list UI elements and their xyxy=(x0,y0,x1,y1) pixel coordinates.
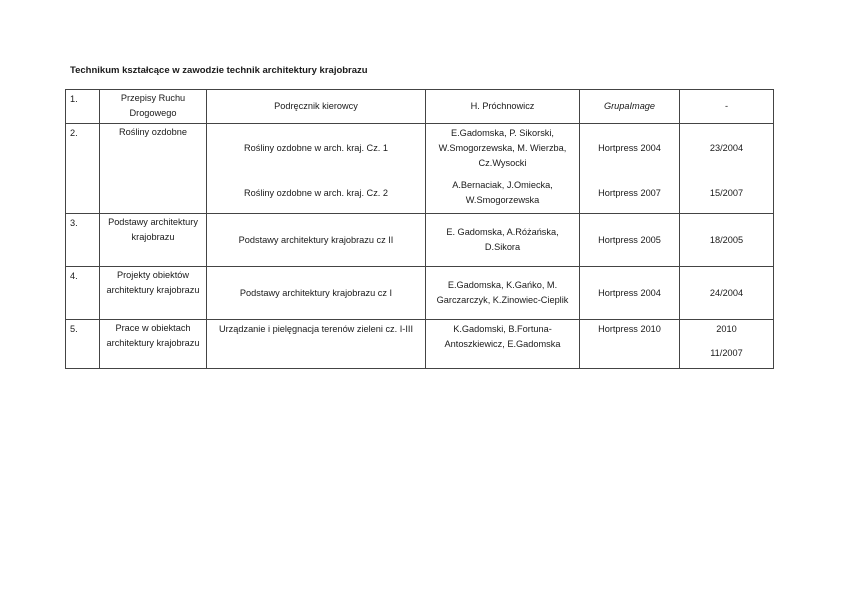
row-number: 3. xyxy=(66,214,100,267)
table-row xyxy=(66,124,774,174)
authors-cell: H. Próchnowicz xyxy=(426,90,580,124)
approval-number-cell xyxy=(680,320,774,369)
publisher-cell: Hortpress 2007 xyxy=(580,173,680,214)
subject-cell: Prace w obiektach architektury krajobrazu xyxy=(100,320,207,369)
publisher-cell: Hortpress 2004 xyxy=(580,124,680,174)
approval-number-cell: 23/2004 xyxy=(680,124,774,174)
publisher-cell: Hortpress 2005 xyxy=(580,214,680,267)
subject-cell: Przepisy Ruchu Drogowego xyxy=(100,90,207,124)
row-number: 1. xyxy=(66,90,100,124)
table-row xyxy=(66,90,774,124)
approval-number-cell: 18/2005 xyxy=(680,214,774,267)
approval-number-secondary: 11/2007 xyxy=(710,348,743,358)
authors-cell: A.Bernaciak, J.Omiecka, W.Smogorzewska xyxy=(426,173,580,214)
title-cell: Rośliny ozdobne w arch. kraj. Cz. 2 xyxy=(207,173,426,214)
title-cell: Urządzanie i pielęgnacja terenów zieleni cz. I-III xyxy=(207,320,426,369)
publisher-cell: GrupaImage xyxy=(580,90,680,124)
title-cell: Podstawy architektury krajobrazu cz II xyxy=(207,214,426,267)
authors-cell: E.Gadomska, P. Sikorski, W.Smogorzewska, M. Wierzba, Cz.Wysocki xyxy=(426,124,580,174)
publisher-cell: Hortpress 2004 xyxy=(580,267,680,320)
authors-cell: E. Gadomska, A.Różańska, D.Sikora xyxy=(426,214,580,267)
table-row xyxy=(66,267,774,320)
row-number: 4. xyxy=(66,267,100,320)
subject-cell: Rośliny ozdobne xyxy=(100,124,207,214)
row-number: 2. xyxy=(66,124,100,214)
approval-number-cell: - xyxy=(680,90,774,124)
title-cell: Rośliny ozdobne w arch. kraj. Cz. 1 xyxy=(207,124,426,174)
document-title: Technikum kształcące w zawodzie technik architektury krajobrazu xyxy=(70,65,368,76)
title-cell: Podstawy architektury krajobrazu cz I xyxy=(207,267,426,320)
table-row xyxy=(66,320,774,369)
authors-cell: K.Gadomski, B.Fortuna-Antoszkiewicz, E.Gadomska xyxy=(426,320,580,369)
approval-number-cell: 15/2007 xyxy=(680,173,774,214)
authors-cell: E.Gadomska, K.Gańko, M. Garczarczyk, K.Zinowiec-Cieplik xyxy=(426,267,580,320)
approval-number-cell: 24/2004 xyxy=(680,267,774,320)
title-cell: Podręcznik kierowcy xyxy=(207,90,426,124)
subject-cell: Podstawy architektury krajobrazu xyxy=(100,214,207,267)
row-number: 5. xyxy=(66,320,100,369)
publisher-cell: Hortpress 2010 xyxy=(580,320,680,369)
subject-cell: Projekty obiektów architektury krajobrazu xyxy=(100,267,207,320)
textbook-table xyxy=(65,89,774,369)
table-row xyxy=(66,214,774,267)
approval-number-primary: 2010 xyxy=(716,324,737,334)
